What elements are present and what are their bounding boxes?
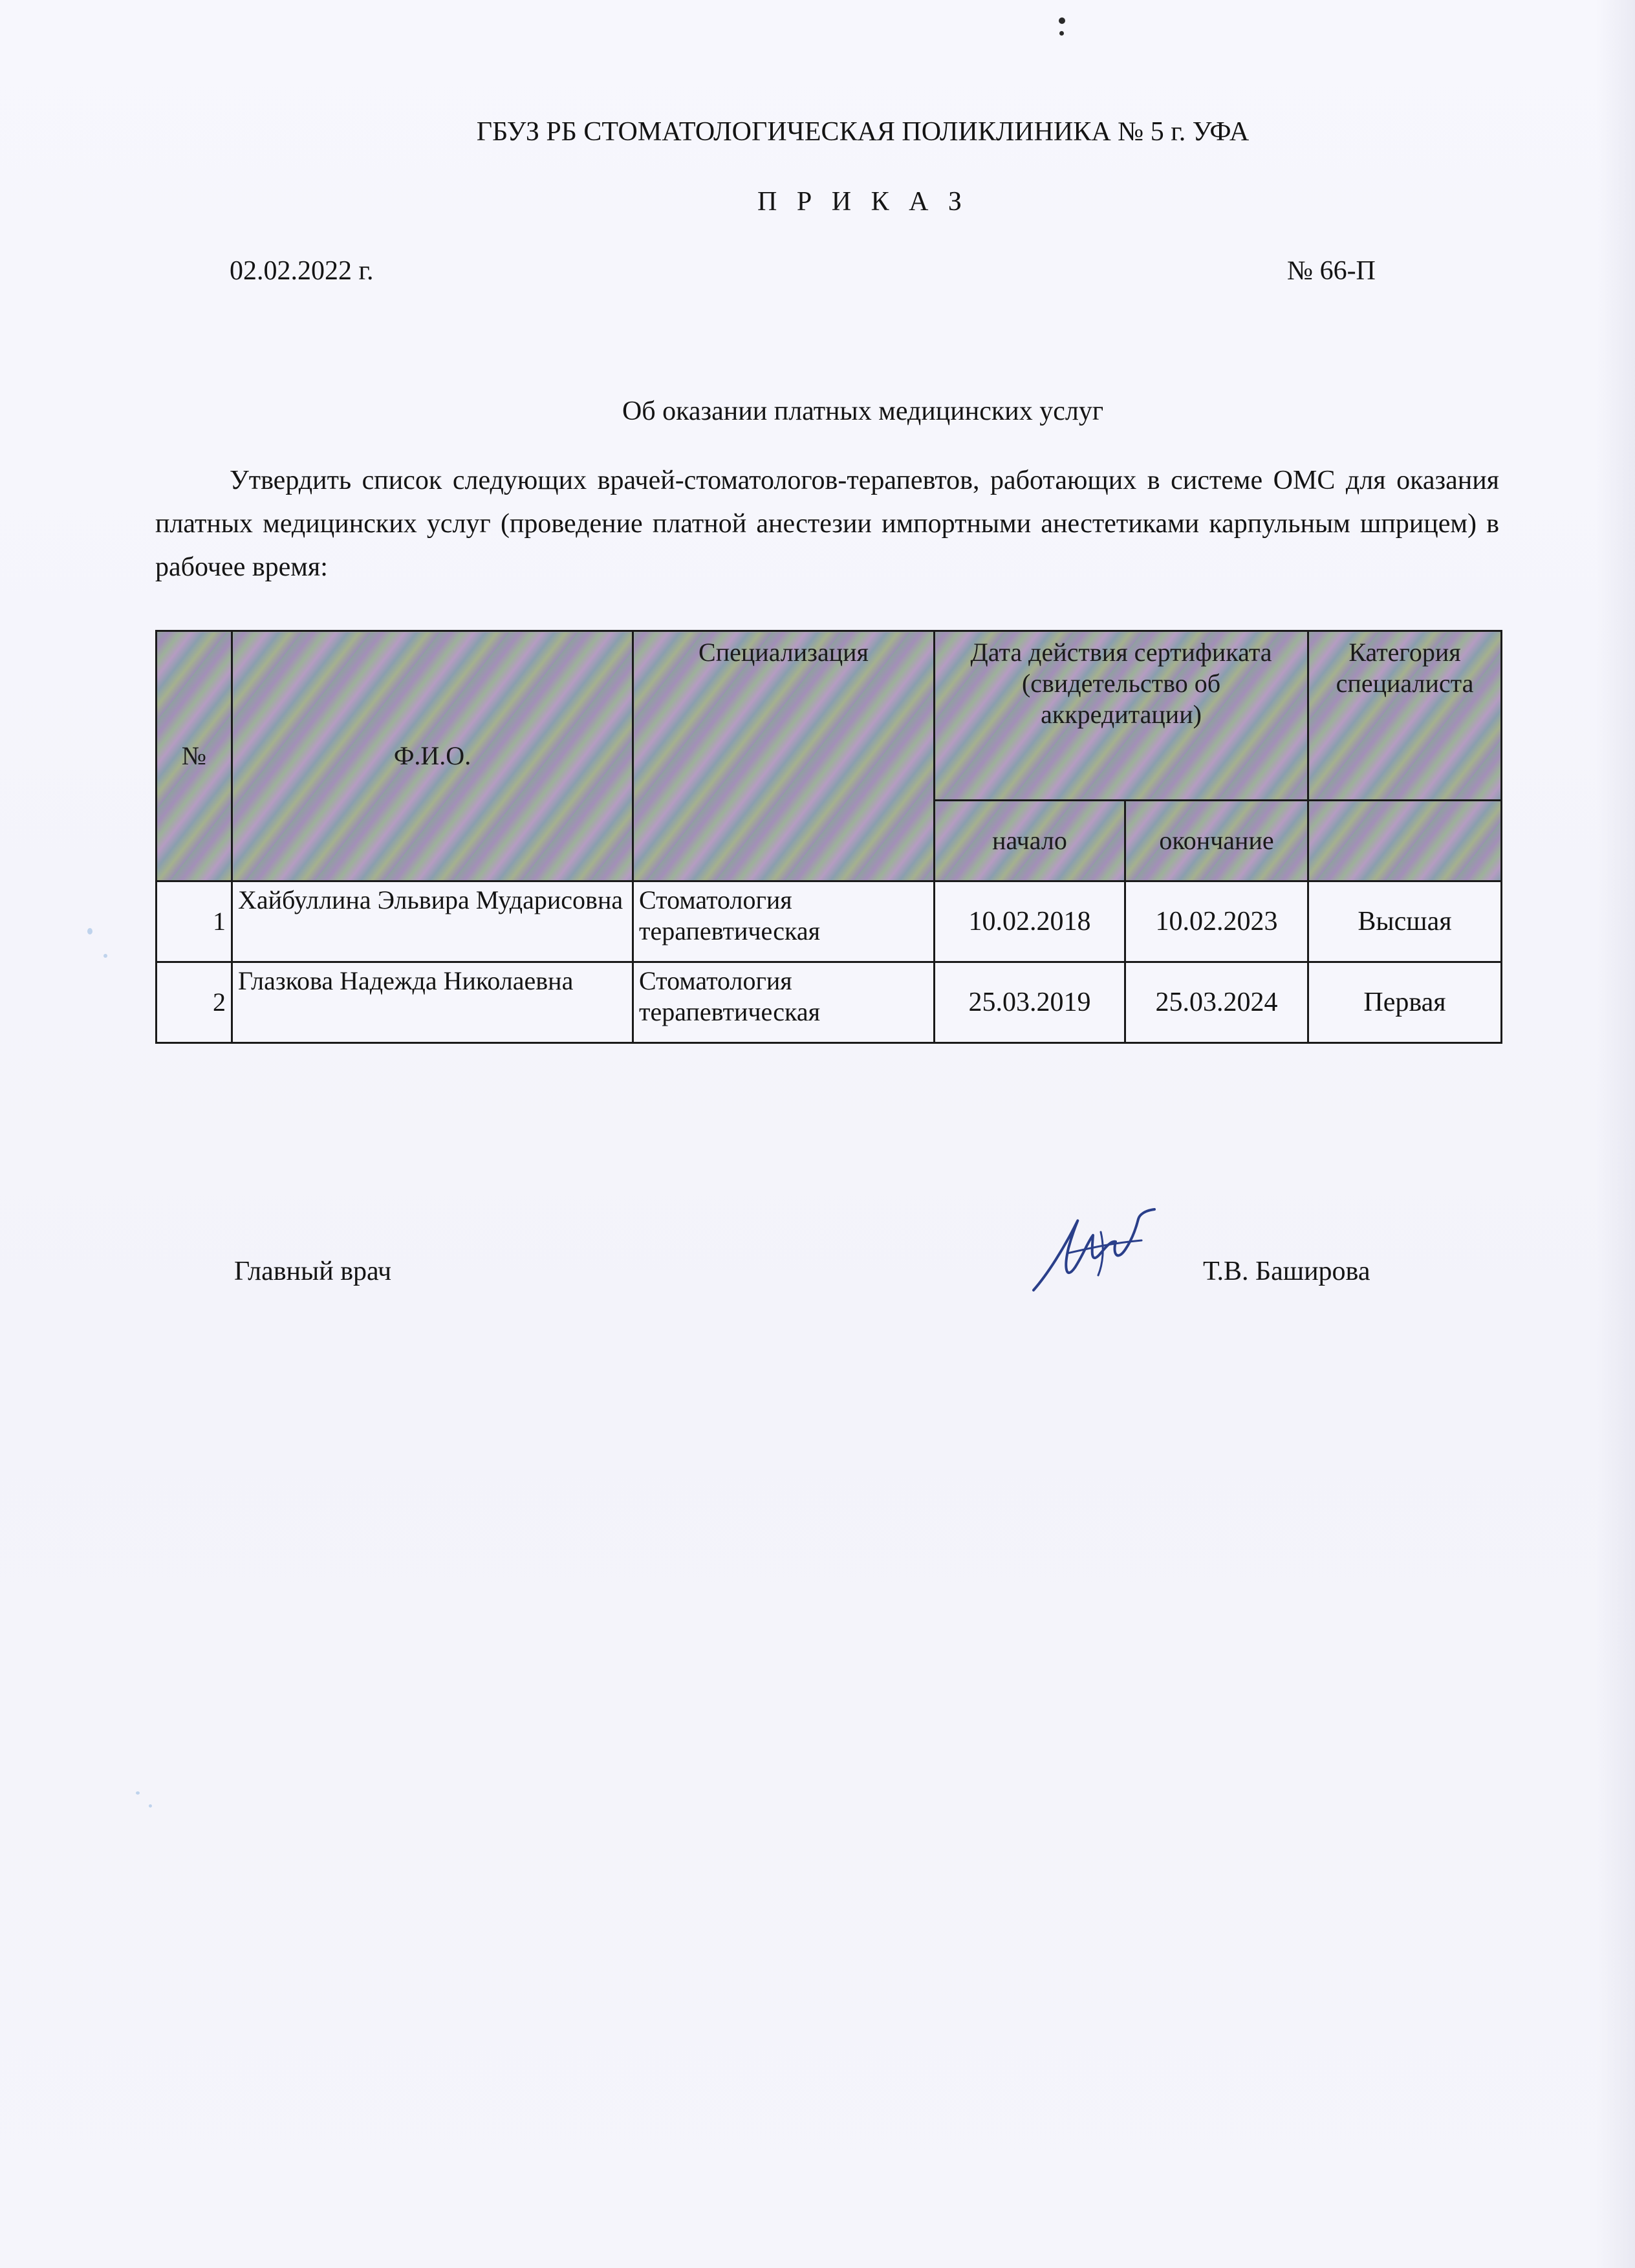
scan-speck: [149, 1804, 152, 1808]
signatory-name: Т.В. Баширова: [1203, 1257, 1370, 1286]
document-date: 02.02.2022 г.: [230, 256, 374, 286]
header-full-name: Ф.И.О.: [232, 631, 633, 881]
row-end-date: 25.03.2024: [1125, 962, 1308, 1043]
scan-speck: [87, 928, 92, 934]
order-body-text: Утвердить список следующих врачей-стоматологов-терапевтов, работающих в системе ОМС для оказания платных медицинских услуг (проведение платной анестезии импортными анестетиками карпульным шприцем) в рабочее время:: [155, 466, 1499, 582]
organization-title: ГБУЗ РБ СТОМАТОЛОГИЧЕСКАЯ ПОЛИКЛИНИКА № 5 г. УФА: [476, 117, 1250, 147]
header-end: окончание: [1125, 801, 1308, 881]
header-certificate-period: Дата действия сертификата (свидетельство об аккредитации): [935, 631, 1308, 801]
scan-speck: [1059, 31, 1064, 36]
header-start: начало: [935, 801, 1125, 881]
document-type: П Р И К А З: [757, 187, 968, 217]
scan-speck: [136, 1791, 140, 1795]
header-number: №: [157, 631, 232, 881]
scan-speck: [103, 954, 107, 958]
row-full-name: Хайбуллина Эльвира Мударисовна: [232, 881, 633, 962]
row-specialization: Стоматология терапевтическая: [633, 881, 935, 962]
row-category: Первая: [1308, 962, 1502, 1043]
table-row: [157, 881, 1502, 962]
table-row: [157, 962, 1502, 1043]
handwritten-signature: [1028, 1203, 1158, 1300]
row-number: 1: [157, 881, 232, 962]
header-category: Категория специалиста: [1308, 631, 1502, 801]
row-category: Высшая: [1308, 881, 1502, 962]
row-specialization: Стоматология терапевтическая: [633, 962, 935, 1043]
document-subject: Об оказании платных медицинских услуг: [622, 396, 1104, 426]
signatory-role: Главный врач: [234, 1257, 392, 1286]
row-end-date: 10.02.2023: [1125, 881, 1308, 962]
row-start-date: 10.02.2018: [935, 881, 1125, 962]
page-edge-shadow: [1596, 0, 1635, 2268]
header-category-empty: [1308, 801, 1502, 881]
row-full-name: Глазкова Надежда Николаевна: [232, 962, 633, 1043]
staff-table: [155, 630, 1502, 1044]
document-number: № 66-П: [1287, 256, 1376, 286]
header-specialization: Специализация: [633, 631, 935, 881]
row-start-date: 25.03.2019: [935, 962, 1125, 1043]
scan-speck: [1059, 17, 1065, 24]
row-number: 2: [157, 962, 232, 1043]
